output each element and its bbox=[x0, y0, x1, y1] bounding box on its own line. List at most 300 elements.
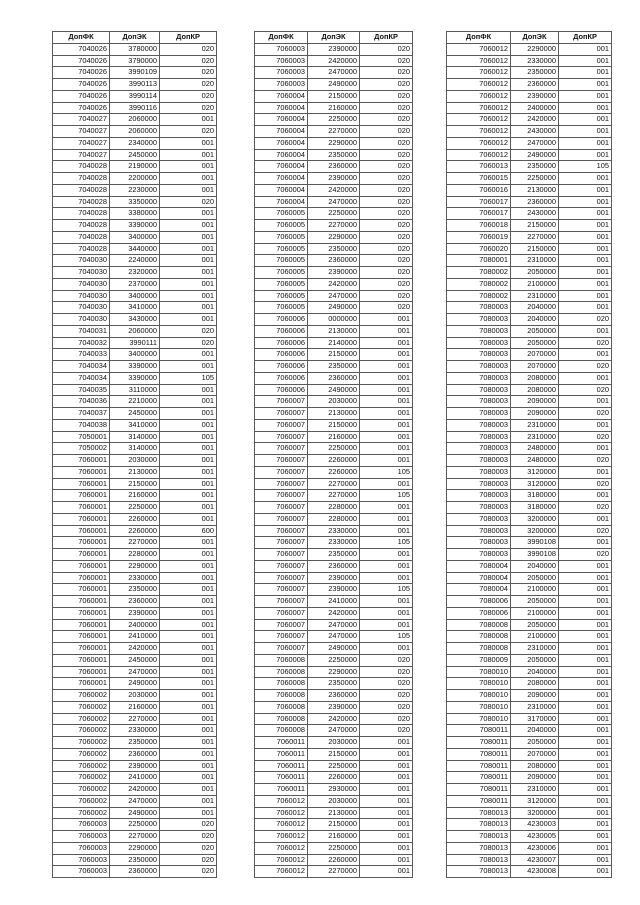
cell-dopek: 2210000 bbox=[110, 396, 160, 408]
cell-dopfk: 7080011 bbox=[447, 737, 511, 749]
cell-dopkr: 001 bbox=[360, 478, 413, 490]
cell-dopkr: 001 bbox=[559, 866, 612, 878]
cell-dopek: 3170000 bbox=[511, 713, 559, 725]
cell-dopek: 2130000 bbox=[511, 184, 559, 196]
cell-dopek: 2040000 bbox=[511, 302, 559, 314]
cell-dopkr: 001 bbox=[360, 842, 413, 854]
cell-dopkr: 001 bbox=[160, 795, 217, 807]
cell-dopek: 2330000 bbox=[308, 537, 360, 549]
cell-dopek: 2390000 bbox=[308, 267, 360, 279]
cell-dopfk: 7060001 bbox=[53, 502, 110, 514]
cell-dopkr: 001 bbox=[559, 666, 612, 678]
cell-dopek: 2390000 bbox=[308, 43, 360, 55]
cell-dopkr: 001 bbox=[559, 466, 612, 478]
cell-dopfk: 7080008 bbox=[447, 619, 511, 631]
cell-dopek: 2030000 bbox=[308, 737, 360, 749]
cell-dopek: 2150000 bbox=[308, 419, 360, 431]
cell-dopkr: 001 bbox=[160, 231, 217, 243]
table-row bbox=[255, 349, 413, 361]
cell-dopkr: 020 bbox=[559, 314, 612, 326]
cell-dopek: 2090000 bbox=[511, 408, 559, 420]
cell-dopfk: 7060019 bbox=[447, 231, 511, 243]
cell-dopek: 2060000 bbox=[110, 114, 160, 126]
cell-dopek: 3120000 bbox=[511, 795, 559, 807]
cell-dopkr: 001 bbox=[160, 760, 217, 772]
cell-dopek: 3380000 bbox=[110, 208, 160, 220]
table-row bbox=[255, 161, 413, 173]
table-row bbox=[53, 55, 217, 67]
table-row bbox=[447, 43, 612, 55]
cell-dopek: 2090000 bbox=[511, 396, 559, 408]
cell-dopek: 2490000 bbox=[308, 384, 360, 396]
cell-dopek: 3990113 bbox=[110, 79, 160, 91]
cell-dopkr: 001 bbox=[559, 854, 612, 866]
cell-dopfk: 7080003 bbox=[447, 372, 511, 384]
cell-dopfk: 7060008 bbox=[255, 713, 308, 725]
cell-dopfk: 7080003 bbox=[447, 361, 511, 373]
cell-dopek: 2360000 bbox=[308, 560, 360, 572]
cell-dopek: 2490000 bbox=[511, 149, 559, 161]
table-row bbox=[255, 114, 413, 126]
table-row bbox=[53, 173, 217, 185]
table-row bbox=[447, 384, 612, 396]
cell-dopkr: 001 bbox=[160, 490, 217, 502]
cell-dopfk: 7060007 bbox=[255, 560, 308, 572]
table-row bbox=[447, 278, 612, 290]
table-row bbox=[255, 220, 413, 232]
cell-dopkr: 001 bbox=[559, 784, 612, 796]
cell-dopek: 2400000 bbox=[110, 619, 160, 631]
cell-dopfk: 7040030 bbox=[53, 267, 110, 279]
cell-dopkr: 001 bbox=[559, 607, 612, 619]
cell-dopkr: 020 bbox=[559, 337, 612, 349]
cell-dopfk: 7080002 bbox=[447, 267, 511, 279]
cell-dopfk: 7060005 bbox=[255, 208, 308, 220]
cell-dopfk: 7060005 bbox=[255, 290, 308, 302]
cell-dopfk: 7060007 bbox=[255, 537, 308, 549]
table-row bbox=[53, 831, 217, 843]
cell-dopfk: 7060011 bbox=[255, 772, 308, 784]
cell-dopek: 2130000 bbox=[308, 408, 360, 420]
cell-dopkr: 001 bbox=[360, 314, 413, 326]
cell-dopfk: 7060002 bbox=[53, 737, 110, 749]
cell-dopkr: 020 bbox=[160, 43, 217, 55]
cell-dopek: 2420000 bbox=[308, 713, 360, 725]
cell-dopfk: 7040026 bbox=[53, 43, 110, 55]
cell-dopfk: 7040030 bbox=[53, 314, 110, 326]
table-row bbox=[53, 760, 217, 772]
cell-dopkr: 001 bbox=[360, 760, 413, 772]
table-row bbox=[53, 572, 217, 584]
table-row bbox=[255, 537, 413, 549]
cell-dopkr: 001 bbox=[160, 560, 217, 572]
cell-dopek: 2490000 bbox=[308, 79, 360, 91]
cell-dopkr: 001 bbox=[160, 161, 217, 173]
cell-dopfk: 7040032 bbox=[53, 337, 110, 349]
cell-dopkr: 001 bbox=[360, 807, 413, 819]
cell-dopek: 3790000 bbox=[110, 55, 160, 67]
cell-dopfk: 7060003 bbox=[255, 55, 308, 67]
table-row bbox=[53, 666, 217, 678]
table-row bbox=[255, 431, 413, 443]
cell-dopek: 2270000 bbox=[308, 220, 360, 232]
cell-dopek: 2270000 bbox=[308, 866, 360, 878]
table-row bbox=[447, 196, 612, 208]
cell-dopek: 2160000 bbox=[308, 831, 360, 843]
table-row bbox=[255, 596, 413, 608]
table-row bbox=[53, 243, 217, 255]
cell-dopfk: 7080002 bbox=[447, 290, 511, 302]
table-row bbox=[53, 701, 217, 713]
cell-dopfk: 7060005 bbox=[255, 220, 308, 232]
cell-dopek: 2470000 bbox=[308, 290, 360, 302]
cell-dopkr: 001 bbox=[160, 361, 217, 373]
cell-dopkr: 001 bbox=[160, 807, 217, 819]
cell-dopfk: 7080009 bbox=[447, 654, 511, 666]
table-row bbox=[447, 408, 612, 420]
cell-dopek: 2040000 bbox=[511, 560, 559, 572]
table-row bbox=[447, 713, 612, 725]
table-row bbox=[447, 525, 612, 537]
cell-dopkr: 001 bbox=[360, 325, 413, 337]
cell-dopek: 2150000 bbox=[308, 748, 360, 760]
table-row bbox=[53, 513, 217, 525]
cell-dopek: 2270000 bbox=[110, 831, 160, 843]
cell-dopkr: 020 bbox=[160, 79, 217, 91]
cell-dopfk: 7060012 bbox=[447, 55, 511, 67]
table-row bbox=[255, 455, 413, 467]
table-row bbox=[255, 384, 413, 396]
cell-dopkr: 001 bbox=[360, 525, 413, 537]
cell-dopfk: 7060001 bbox=[53, 619, 110, 631]
cell-dopfk: 7060020 bbox=[447, 243, 511, 255]
cell-dopek: 2400000 bbox=[511, 102, 559, 114]
cell-dopek: 2090000 bbox=[511, 690, 559, 702]
cell-dopfk: 7040034 bbox=[53, 372, 110, 384]
cell-dopek: 2150000 bbox=[511, 243, 559, 255]
table-row bbox=[447, 560, 612, 572]
cell-dopek: 2370000 bbox=[110, 278, 160, 290]
cell-dopfk: 7060004 bbox=[255, 196, 308, 208]
cell-dopkr: 020 bbox=[559, 502, 612, 514]
header-row bbox=[255, 32, 413, 44]
table-row bbox=[255, 525, 413, 537]
table-row bbox=[53, 337, 217, 349]
cell-dopfk: 7060002 bbox=[53, 690, 110, 702]
table-row bbox=[53, 560, 217, 572]
cell-dopfk: 7060012 bbox=[447, 114, 511, 126]
table-row bbox=[255, 149, 413, 161]
cell-dopfk: 7050002 bbox=[53, 443, 110, 455]
cell-dopek: 2030000 bbox=[308, 795, 360, 807]
cell-dopkr: 001 bbox=[559, 220, 612, 232]
cell-dopkr: 001 bbox=[360, 619, 413, 631]
cell-dopkr: 001 bbox=[160, 725, 217, 737]
cell-dopek: 2030000 bbox=[110, 690, 160, 702]
table-row bbox=[447, 55, 612, 67]
cell-dopkr: 105 bbox=[360, 466, 413, 478]
table-row bbox=[447, 549, 612, 561]
cell-dopek: 3990116 bbox=[110, 102, 160, 114]
table-row bbox=[255, 842, 413, 854]
table-row bbox=[255, 678, 413, 690]
cell-dopkr: 001 bbox=[559, 290, 612, 302]
cell-dopkr: 001 bbox=[559, 325, 612, 337]
cell-dopek: 2310000 bbox=[511, 255, 559, 267]
table-row bbox=[447, 784, 612, 796]
table-column-3 bbox=[446, 31, 612, 878]
table-row bbox=[255, 231, 413, 243]
table-row bbox=[447, 302, 612, 314]
table-row bbox=[53, 384, 217, 396]
table-row bbox=[447, 760, 612, 772]
cell-dopfk: 7060012 bbox=[255, 831, 308, 843]
table-row bbox=[255, 361, 413, 373]
cell-dopkr: 001 bbox=[559, 654, 612, 666]
table-row bbox=[447, 701, 612, 713]
table-row bbox=[447, 466, 612, 478]
cell-dopkr: 020 bbox=[160, 854, 217, 866]
cell-dopek: 2390000 bbox=[308, 173, 360, 185]
cell-dopfk: 7080002 bbox=[447, 278, 511, 290]
cell-dopkr: 020 bbox=[360, 79, 413, 91]
table-row bbox=[255, 513, 413, 525]
cell-dopfk: 7060012 bbox=[447, 67, 511, 79]
cell-dopkr: 001 bbox=[160, 701, 217, 713]
cell-dopek: 2310000 bbox=[511, 431, 559, 443]
cell-dopkr: 020 bbox=[559, 455, 612, 467]
cell-dopfk: 7060003 bbox=[53, 819, 110, 831]
cell-dopek: 2310000 bbox=[511, 419, 559, 431]
cell-dopkr: 020 bbox=[160, 842, 217, 854]
cell-dopfk: 7080008 bbox=[447, 643, 511, 655]
cell-dopek: 3200000 bbox=[511, 807, 559, 819]
cell-dopek: 2270000 bbox=[308, 126, 360, 138]
cell-dopkr: 020 bbox=[160, 102, 217, 114]
cell-dopfk: 7040028 bbox=[53, 220, 110, 232]
cell-dopkr: 001 bbox=[559, 842, 612, 854]
table-row bbox=[53, 748, 217, 760]
table-row bbox=[53, 208, 217, 220]
cell-dopek: 2070000 bbox=[511, 349, 559, 361]
cell-dopek: 2260000 bbox=[110, 525, 160, 537]
cell-dopfk: 7040027 bbox=[53, 126, 110, 138]
cell-dopkr: 020 bbox=[360, 149, 413, 161]
cell-dopkr: 001 bbox=[559, 643, 612, 655]
cell-dopek: 2250000 bbox=[308, 654, 360, 666]
header-dopkr: ДопКР bbox=[559, 32, 612, 44]
cell-dopfk: 7060004 bbox=[255, 114, 308, 126]
cell-dopfk: 7040028 bbox=[53, 243, 110, 255]
table-row bbox=[53, 854, 217, 866]
cell-dopfk: 7060001 bbox=[53, 466, 110, 478]
cell-dopkr: 001 bbox=[160, 114, 217, 126]
cell-dopfk: 7040033 bbox=[53, 349, 110, 361]
cell-dopkr: 001 bbox=[160, 631, 217, 643]
cell-dopek: 2100000 bbox=[511, 278, 559, 290]
cell-dopkr: 001 bbox=[559, 619, 612, 631]
table-row bbox=[447, 208, 612, 220]
cell-dopkr: 105 bbox=[360, 584, 413, 596]
cell-dopek: 2050000 bbox=[511, 737, 559, 749]
cell-dopkr: 020 bbox=[559, 384, 612, 396]
cell-dopkr: 020 bbox=[360, 290, 413, 302]
table-row bbox=[255, 819, 413, 831]
cell-dopkr: 001 bbox=[360, 431, 413, 443]
cell-dopkr: 001 bbox=[559, 572, 612, 584]
cell-dopkr: 020 bbox=[360, 302, 413, 314]
cell-dopek: 2050000 bbox=[511, 337, 559, 349]
table-row bbox=[53, 161, 217, 173]
cell-dopfk: 7040028 bbox=[53, 173, 110, 185]
cell-dopkr: 105 bbox=[360, 537, 413, 549]
cell-dopfk: 7080011 bbox=[447, 784, 511, 796]
cell-dopkr: 001 bbox=[559, 725, 612, 737]
cell-dopfk: 7040030 bbox=[53, 302, 110, 314]
cell-dopfk: 7060012 bbox=[255, 819, 308, 831]
cell-dopkr: 020 bbox=[559, 361, 612, 373]
cell-dopkr: 001 bbox=[559, 513, 612, 525]
cell-dopkr: 001 bbox=[160, 255, 217, 267]
cell-dopfk: 7060002 bbox=[53, 772, 110, 784]
cell-dopek: 2390000 bbox=[308, 701, 360, 713]
cell-dopek: 4230005 bbox=[511, 831, 559, 843]
cell-dopfk: 7060015 bbox=[447, 173, 511, 185]
cell-dopek: 2420000 bbox=[110, 784, 160, 796]
table-row bbox=[447, 372, 612, 384]
table-row bbox=[53, 231, 217, 243]
cell-dopek: 3990108 bbox=[511, 537, 559, 549]
cell-dopkr: 001 bbox=[160, 513, 217, 525]
table-row bbox=[53, 490, 217, 502]
cell-dopek: 2050000 bbox=[511, 572, 559, 584]
cell-dopkr: 001 bbox=[559, 396, 612, 408]
cell-dopfk: 7060002 bbox=[53, 807, 110, 819]
cell-dopek: 2330000 bbox=[110, 572, 160, 584]
cell-dopek: 2410000 bbox=[110, 631, 160, 643]
cell-dopkr: 001 bbox=[559, 255, 612, 267]
cell-dopkr: 020 bbox=[360, 725, 413, 737]
cell-dopkr: 001 bbox=[559, 819, 612, 831]
cell-dopfk: 7060011 bbox=[255, 737, 308, 749]
cell-dopkr: 001 bbox=[160, 173, 217, 185]
cell-dopkr: 020 bbox=[360, 678, 413, 690]
table-row bbox=[255, 208, 413, 220]
cell-dopek: 2160000 bbox=[110, 490, 160, 502]
cell-dopfk: 7060005 bbox=[255, 255, 308, 267]
cell-dopkr: 001 bbox=[360, 372, 413, 384]
table-row bbox=[447, 643, 612, 655]
table-row bbox=[53, 361, 217, 373]
cell-dopkr: 105 bbox=[160, 372, 217, 384]
cell-dopek: 2230000 bbox=[110, 184, 160, 196]
table-row bbox=[447, 854, 612, 866]
table-row bbox=[255, 43, 413, 55]
cell-dopkr: 020 bbox=[360, 231, 413, 243]
cell-dopek: 2270000 bbox=[308, 478, 360, 490]
table-row bbox=[255, 560, 413, 572]
cell-dopek: 2060000 bbox=[110, 126, 160, 138]
cell-dopkr: 001 bbox=[559, 114, 612, 126]
cell-dopfk: 7080003 bbox=[447, 431, 511, 443]
cell-dopfk: 7060007 bbox=[255, 596, 308, 608]
cell-dopfk: 7040035 bbox=[53, 384, 110, 396]
cell-dopek: 2250000 bbox=[308, 443, 360, 455]
cell-dopfk: 7080010 bbox=[447, 701, 511, 713]
cell-dopfk: 7060005 bbox=[255, 243, 308, 255]
cell-dopfk: 7060004 bbox=[255, 161, 308, 173]
cell-dopek: 2390000 bbox=[511, 90, 559, 102]
cell-dopfk: 7060008 bbox=[255, 701, 308, 713]
cell-dopfk: 7060012 bbox=[447, 102, 511, 114]
table-row bbox=[255, 760, 413, 772]
cell-dopkr: 001 bbox=[360, 502, 413, 514]
table-row bbox=[447, 184, 612, 196]
cell-dopek: 2430000 bbox=[511, 126, 559, 138]
table-row bbox=[255, 701, 413, 713]
table-row bbox=[53, 525, 217, 537]
cell-dopkr: 020 bbox=[160, 866, 217, 878]
cell-dopkr: 020 bbox=[160, 831, 217, 843]
table-row bbox=[255, 690, 413, 702]
cell-dopfk: 7040034 bbox=[53, 361, 110, 373]
header-dopek: ДопЭК bbox=[511, 32, 559, 44]
table-row bbox=[53, 842, 217, 854]
table-row bbox=[447, 443, 612, 455]
cell-dopfk: 7080010 bbox=[447, 690, 511, 702]
cell-dopkr: 001 bbox=[559, 795, 612, 807]
cell-dopkr: 001 bbox=[160, 643, 217, 655]
table-row bbox=[53, 466, 217, 478]
cell-dopfk: 7060011 bbox=[255, 784, 308, 796]
cell-dopek: 2160000 bbox=[308, 431, 360, 443]
cell-dopfk: 7060001 bbox=[53, 654, 110, 666]
cell-dopkr: 020 bbox=[360, 220, 413, 232]
cell-dopek: 3390000 bbox=[110, 372, 160, 384]
cell-dopfk: 7080003 bbox=[447, 419, 511, 431]
cell-dopkr: 020 bbox=[559, 431, 612, 443]
cell-dopkr: 105 bbox=[559, 161, 612, 173]
cell-dopek: 2260000 bbox=[308, 772, 360, 784]
cell-dopkr: 001 bbox=[559, 372, 612, 384]
cell-dopkr: 001 bbox=[559, 43, 612, 55]
cell-dopfk: 7080003 bbox=[447, 549, 511, 561]
cell-dopfk: 7080003 bbox=[447, 302, 511, 314]
table-row bbox=[447, 325, 612, 337]
cell-dopkr: 001 bbox=[559, 349, 612, 361]
cell-dopfk: 7060002 bbox=[53, 725, 110, 737]
table-row bbox=[447, 748, 612, 760]
table-row bbox=[447, 572, 612, 584]
cell-dopkr: 001 bbox=[559, 584, 612, 596]
table-row bbox=[53, 795, 217, 807]
table-row bbox=[255, 549, 413, 561]
table-row bbox=[53, 408, 217, 420]
table-row bbox=[255, 643, 413, 655]
cell-dopkr: 001 bbox=[559, 196, 612, 208]
cell-dopfk: 7080003 bbox=[447, 443, 511, 455]
cell-dopfk: 7060001 bbox=[53, 643, 110, 655]
cell-dopfk: 7060001 bbox=[53, 549, 110, 561]
table-row bbox=[53, 537, 217, 549]
cell-dopek: 2250000 bbox=[308, 842, 360, 854]
cell-dopfk: 7060004 bbox=[255, 90, 308, 102]
cell-dopek: 2030000 bbox=[110, 455, 160, 467]
cell-dopfk: 7060012 bbox=[255, 842, 308, 854]
cell-dopkr: 001 bbox=[160, 713, 217, 725]
cell-dopkr: 001 bbox=[559, 537, 612, 549]
cell-dopfk: 7060007 bbox=[255, 490, 308, 502]
